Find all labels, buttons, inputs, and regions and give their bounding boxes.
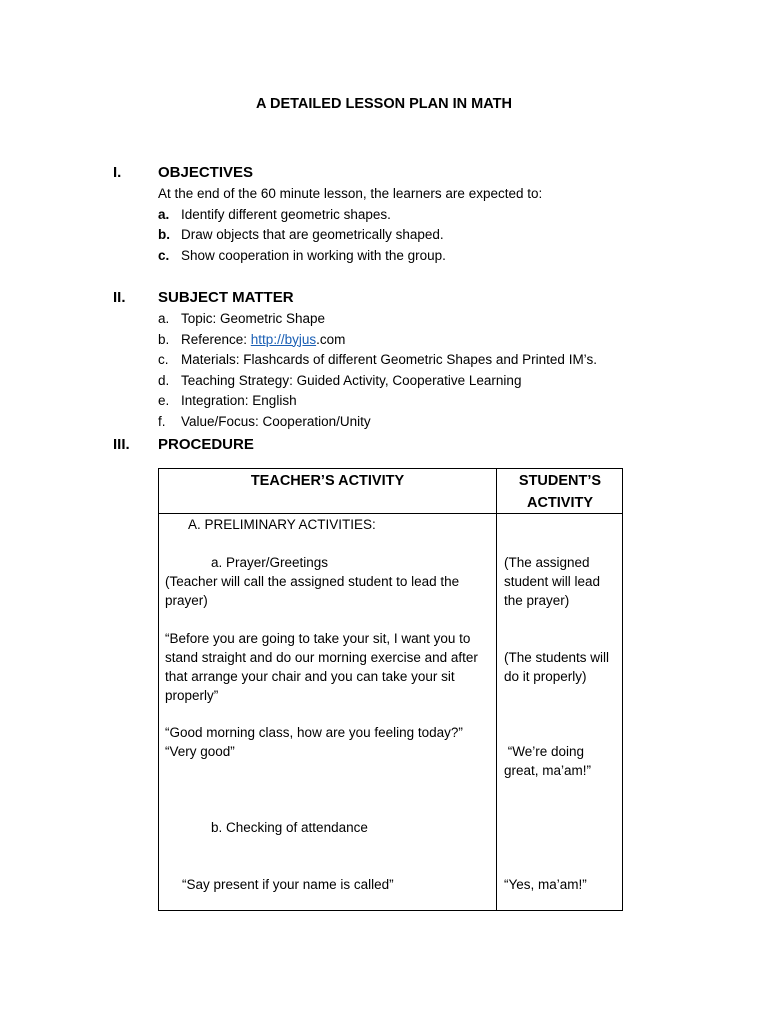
prayer-greetings-heading: a. Prayer/Greetings <box>211 555 329 570</box>
objectives-numeral: I. <box>113 164 122 181</box>
objective-text: Draw objects that are geometrically shaped. <box>181 227 444 242</box>
student-greeting-line: great, ma’am!” <box>504 763 592 778</box>
subject-item-value <box>158 412 673 433</box>
subject-text: Materials: Flashcards of different Geometric Shapes and Printed IM’s. <box>181 352 597 367</box>
teacher-exercise-line: that arrange your chair and you can take your sit <box>165 669 455 684</box>
subject-marker: e. <box>158 393 170 408</box>
subject-matter-heading <box>113 287 673 309</box>
subject-item-strategy <box>158 371 673 392</box>
subject-text: Integration: English <box>181 393 297 408</box>
objective-item <box>158 246 673 267</box>
subject-item-topic <box>158 309 673 330</box>
subject-marker: f. <box>158 413 166 429</box>
teacher-greeting-line: “Good morning class, how are you feeling today?” <box>165 725 463 740</box>
procedure-title: PROCEDURE <box>158 436 254 453</box>
preliminary-activities-heading: A. PRELIMINARY ACTIVITIES: <box>188 517 376 532</box>
objective-item <box>158 205 673 226</box>
reference-prefix: Reference: <box>181 331 251 347</box>
table-column-divider <box>496 469 497 910</box>
document-title: A DETAILED LESSON PLAN IN MATH <box>256 96 512 112</box>
subject-marker: c. <box>158 352 169 367</box>
subject-text: Value/Focus: Cooperation/Unity <box>181 413 371 429</box>
student-greeting-line: “We’re doing <box>504 744 585 759</box>
procedure-table <box>158 468 623 911</box>
objective-text: Identify different geometric shapes. <box>181 206 391 222</box>
teacher-exercise-line: “Before you are going to take your sit, I want you to <box>165 631 471 646</box>
reference-link[interactable]: http://byjus <box>250 331 317 347</box>
student-prayer-line: (The assigned <box>504 555 590 570</box>
attendance-heading: b. Checking of attendance <box>211 820 368 835</box>
subject-text: Teaching Strategy: Guided Activity, Cooperative Learning <box>181 372 522 388</box>
reference-suffix: .com <box>316 331 346 347</box>
procedure-heading <box>113 434 673 456</box>
student-attendance-line: “Yes, ma’am!” <box>504 877 587 892</box>
objective-text: Show cooperation in working with the group. <box>181 247 446 263</box>
teacher-greeting-line: “Very good” <box>165 744 235 759</box>
teacher-attendance-line: “Say present if your name is called” <box>182 877 394 892</box>
subject-text: Topic: Geometric Shape <box>181 311 326 326</box>
objectives-heading <box>113 162 673 184</box>
subject-item-materials <box>158 350 673 371</box>
objective-marker: c. <box>158 247 170 263</box>
teacher-exercise-line: stand straight and do our morning exercise and after <box>165 650 478 665</box>
teacher-prayer-line: prayer) <box>165 593 208 608</box>
objective-marker: a. <box>158 206 170 222</box>
student-prayer-line: student will lead <box>504 574 601 589</box>
student-header-line: STUDENT’S <box>518 473 602 489</box>
objectives-intro: At the end of the 60 minute lesson, the learners are expected to: <box>158 186 543 201</box>
procedure-section <box>113 434 673 456</box>
subject-matter-title: SUBJECT MATTER <box>158 289 294 306</box>
student-exercise-line: do it properly) <box>504 669 587 684</box>
subject-marker: a. <box>158 311 170 326</box>
objective-item <box>158 225 673 246</box>
subject-matter-section <box>113 287 673 432</box>
teacher-prayer-line: (Teacher will call the assigned student to lead the <box>165 574 460 589</box>
student-prayer-line: the prayer) <box>504 593 570 608</box>
subject-matter-numeral: II. <box>113 289 126 306</box>
subject-marker: d. <box>158 372 170 388</box>
subject-item-integration <box>158 391 673 412</box>
student-activity-header <box>497 469 623 514</box>
student-exercise-line: (The students will <box>504 650 610 665</box>
teacher-exercise-line: properly” <box>165 688 219 703</box>
objectives-section <box>113 162 673 266</box>
objective-marker: b. <box>158 227 170 242</box>
student-header-line: ACTIVITY <box>526 495 594 511</box>
objectives-title: OBJECTIVES <box>158 164 254 181</box>
subject-marker: b. <box>158 331 170 347</box>
subject-item-reference <box>158 330 673 351</box>
teacher-activity-header: TEACHER’S ACTIVITY <box>250 473 405 489</box>
procedure-numeral: III. <box>113 436 130 453</box>
